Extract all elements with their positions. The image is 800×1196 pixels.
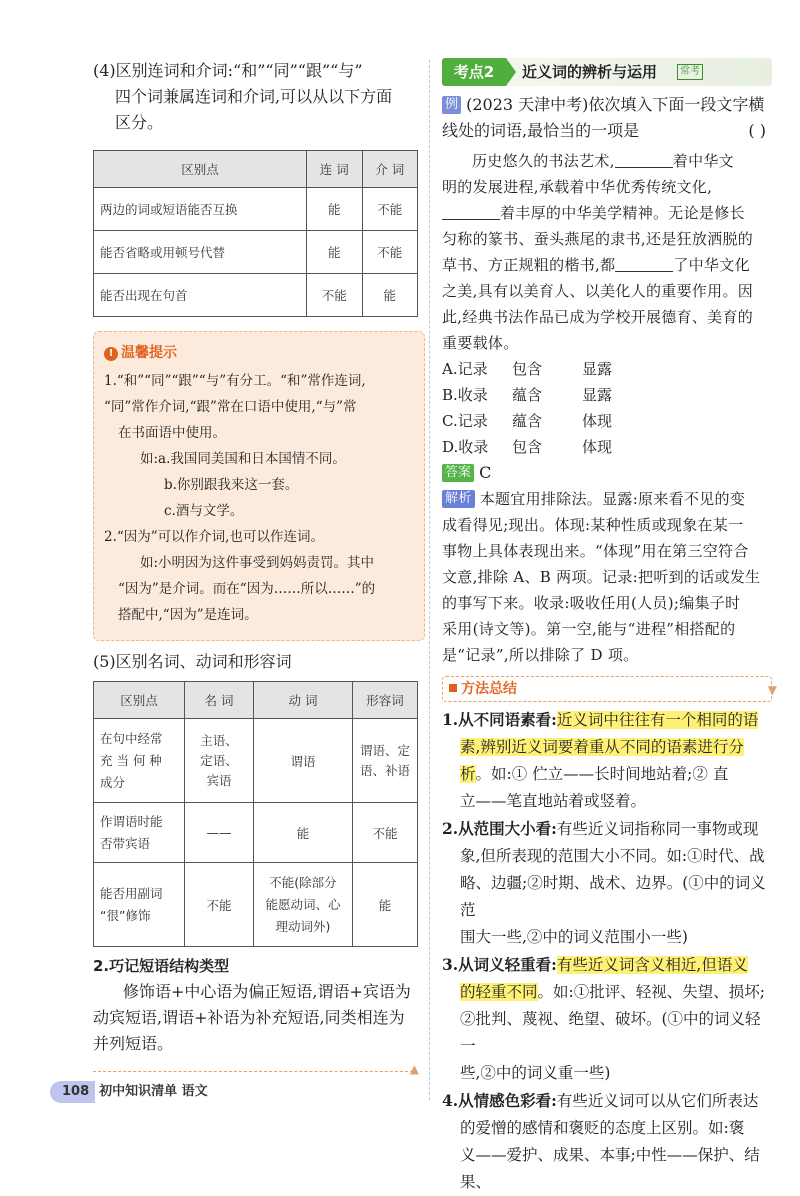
options-list [442, 356, 772, 460]
highlight-text: 素,辨别近义词要着重从不同的语素进行分 [460, 738, 744, 756]
blank-1 [615, 153, 673, 168]
analysis-line: 事物上具体表现出来。“体现”用在第三空符合 [442, 542, 749, 560]
sec4-title-line2: 四个词兼属连词和介词,可以从以下方面 [115, 87, 393, 106]
passage-text: 历史悠久的书法艺术, [472, 152, 615, 170]
page-number: 108 [50, 1081, 95, 1103]
analysis-line: 文意,排除 A、B 两项。记录:把听到的话或发生 [442, 568, 761, 586]
analysis-line [442, 486, 772, 512]
table-header: 动 词 [254, 682, 353, 719]
sec2-line: 动宾短语,谓语+补语为补充短语,同类相连为 [93, 1008, 405, 1027]
right-column [442, 58, 777, 1196]
method-line: 立——笔直地站着或竖着。 [460, 792, 647, 810]
method-item [442, 1087, 772, 1115]
tip-line: 在书面语中使用。 [118, 425, 226, 441]
method-head: 2.从范围大小看: [442, 819, 557, 838]
question-text: 线处的词语,最恰当的一项是 [442, 121, 640, 140]
table-cell [254, 863, 353, 947]
method-line [442, 979, 772, 1006]
method-line: 义——爱护、成果、本事;中性——保护、结果、 [460, 1146, 760, 1191]
method-head: 3.从词义轻重看: [442, 955, 557, 974]
method-text: 有些近义词指称同一事物或现 [556, 820, 759, 838]
question-line: (2023 天津中考)依次填入下面一段文字横 [466, 95, 765, 114]
analysis-line: 采用(诗文等)。第一空,能与“进程”相搭配的 [442, 620, 736, 638]
exclamation-icon: ! [104, 347, 118, 361]
method-line [442, 734, 772, 761]
analysis-line: 的事写下来。收录:吸收任用(人员);编集子时 [442, 594, 741, 612]
blank-2 [442, 205, 500, 220]
kaodian-badge: 考点2 [442, 58, 506, 86]
tip-line: 如:小明因为这件事受到妈妈责罚。其中 [140, 555, 375, 571]
option-cell: B.收录 [442, 386, 488, 404]
kaodian-header [442, 58, 772, 86]
table-row [94, 231, 418, 274]
option-cell: 蕴含 [512, 386, 543, 404]
column-divider [429, 60, 430, 1100]
cell-line: 成分 [100, 774, 126, 790]
table-header-row [94, 682, 418, 719]
analysis-text: 本题宜用排除法。显露:原来看不见的变 [479, 490, 746, 508]
tip-title [104, 342, 414, 362]
table-cell: 能否出现在句首 [94, 274, 307, 317]
passage-line: 匀称的篆书、蚕头燕尾的隶书,还是狂放洒脱的 [442, 230, 754, 248]
cell-line: 定语、 [200, 752, 238, 768]
passage-line: 此,经典书法作品已成为学校开展德育、美育的 [442, 308, 754, 326]
method-item [442, 951, 772, 979]
method-item [442, 706, 772, 734]
cell-line: 谓语、定 [359, 742, 410, 758]
method-line [442, 761, 772, 788]
table-cell: 不能 [362, 231, 418, 274]
tip-title-text: 温馨提示 [121, 345, 177, 361]
tip-line: “因为”是介词。而在“因为……所以……”的 [118, 581, 376, 597]
cell-line: 主语、 [200, 732, 238, 748]
answer-value: C [479, 463, 492, 482]
table-cell [94, 719, 185, 803]
question-line2 [442, 118, 772, 144]
table-row [94, 863, 418, 947]
table-cell [185, 719, 254, 803]
option-cell: 体现 [582, 412, 613, 430]
answer-paren: ( ) [748, 121, 766, 140]
passage-line: 重要载体。 [442, 334, 519, 352]
passage-text: 着丰厚的中华美学精神。无论是修长 [500, 204, 745, 222]
conj-prep-table [93, 150, 418, 317]
arrow-down-icon: ▼ [767, 683, 777, 697]
cell-line: 不能(除部分 [269, 874, 337, 890]
passage-text: 着中华文 [672, 152, 734, 170]
table-cell: 不能 [362, 188, 418, 231]
pos-table [93, 681, 418, 947]
cell-line: 理动词外) [275, 918, 331, 934]
table-cell [353, 719, 418, 803]
table-row [94, 274, 418, 317]
analysis-label: 解析 [442, 490, 475, 508]
method-line: 的爱憎的感情和褒贬的态度上区别。如:褒 [460, 1119, 745, 1137]
cell-line: 宾语 [206, 772, 232, 788]
example-label: 例 [442, 96, 461, 114]
option-row [442, 356, 772, 382]
tip-line: 搭配中,“因为”是连词。 [118, 607, 258, 623]
passage-text: 了中华文化 [673, 256, 750, 274]
method-summary-header [442, 676, 777, 702]
option-cell: A.记录 [442, 360, 488, 378]
table-header-row [94, 151, 418, 188]
table-header: 介 词 [362, 151, 418, 188]
table-cell: 能 [307, 231, 363, 274]
cell-line: 充 当 何 种 [100, 752, 162, 768]
highlight-text: 析 [460, 765, 476, 783]
method-title [449, 679, 517, 699]
sec2-title: 2.巧记短语结构类型 [93, 957, 230, 975]
square-bullet-icon [449, 684, 457, 692]
table-cell [94, 863, 185, 947]
table-header: 区别点 [94, 151, 307, 188]
table-header: 连 词 [307, 151, 363, 188]
method-head: 4.从情感色彩看: [442, 1091, 557, 1110]
option-cell: 蕴含 [512, 412, 543, 430]
analysis-line: 是“记录”,所以排除了 D 项。 [442, 646, 639, 664]
section-divider [93, 1062, 419, 1076]
table-cell: 谓语 [254, 719, 353, 803]
tip-line: 如:a.我国同美国和日本国情不同。 [140, 451, 346, 467]
tip-line: 2.“因为”可以作介词,也可以作连词。 [104, 529, 324, 545]
table-cell [94, 803, 185, 863]
method-text: 。如:① 伫立——长时间地站着;② 直 [475, 765, 729, 783]
book-title: 初中知识清单 语文 [99, 1084, 208, 1099]
tip-line: c.酒与文学。 [164, 503, 244, 519]
method-text: 有些近义词可以从它们所表达 [556, 1092, 759, 1110]
table-cell: 能否省略或用顿号代替 [94, 231, 307, 274]
arrow-up-icon: ▲ [409, 1062, 419, 1076]
sec4-title-line3: 区分。 [115, 113, 164, 132]
method-list [442, 706, 772, 1196]
table-cell: 两边的词或短语能否互换 [94, 188, 307, 231]
table-cell: 不能 [307, 274, 363, 317]
passage-line [442, 252, 772, 278]
kaodian-title: 近义词的辨析与运用 [522, 63, 658, 81]
tip-line: b.你别跟我来这一套。 [164, 477, 299, 493]
highlight-text: 有些近义词含义相近,但语义 [556, 956, 748, 974]
option-cell: 体现 [582, 438, 613, 456]
tip-line: 1.“和”“同”“跟”“与”有分工。“和”常作连词, [104, 373, 366, 389]
table-row [94, 803, 418, 863]
answer-line [442, 460, 772, 486]
table-cell: 能 [353, 863, 418, 947]
table-cell: 能 [362, 274, 418, 317]
passage-line: 之美,具有以美育人、以美化人的重要作用。因 [442, 282, 754, 300]
frequency-tag: 常考 [677, 64, 703, 80]
tip-line: “同”常作介词,“跟”常在口语中使用,“与”常 [104, 399, 357, 415]
method-head: 1.从不同语素看: [442, 710, 557, 729]
table-header: 区别点 [94, 682, 185, 719]
cell-line: 语、补语 [359, 762, 410, 778]
sec2-line: 修饰语+中心语为偏正短语,谓语+宾语为 [123, 982, 411, 1001]
cell-line: 否带宾语 [100, 835, 151, 851]
left-column [93, 58, 423, 1076]
tip-box [93, 331, 425, 641]
cell-line: 在句中经常 [100, 730, 163, 746]
page-footer [50, 1080, 208, 1102]
table-header: 名 词 [185, 682, 254, 719]
cell-line: “很”修饰 [100, 907, 151, 923]
table-cell: 不能 [185, 863, 254, 947]
passage-text: 草书、方正规粗的楷书,都 [442, 256, 616, 274]
answer-label: 答案 [442, 464, 474, 482]
passage-line [442, 200, 772, 226]
cell-line: 能否用副词 [100, 885, 163, 901]
table-cell: 能 [254, 803, 353, 863]
option-row [442, 434, 772, 460]
table-row [94, 719, 418, 803]
option-cell: 显露 [582, 360, 613, 378]
sec5-title: (5)区别名词、动词和形容词 [93, 652, 292, 671]
cell-line: 能愿动词、心 [265, 896, 341, 912]
option-cell: 显露 [582, 386, 613, 404]
option-row [442, 408, 772, 434]
passage-line: 明的发展进程,承载着中华优秀传统文化, [442, 178, 713, 196]
option-cell: 包含 [512, 360, 543, 378]
method-item [442, 815, 772, 843]
option-row [442, 382, 772, 408]
passage-line [442, 148, 772, 174]
table-header: 形容词 [353, 682, 418, 719]
method-line: 略、边疆;②时期、战术、边界。(①中的词义范 [460, 874, 766, 919]
highlight-text: 近义词中往往有一个相同的语 [556, 711, 759, 729]
method-line: 围大一些,②中的词义范围小一些) [460, 928, 688, 946]
example-question [442, 92, 772, 118]
method-line: ②批判、蔑视、绝望、破坏。(①中的词义轻一 [460, 1010, 761, 1055]
blank-3 [615, 257, 673, 272]
analysis-line: 成看得见;现出。体现:某种性质或现象在某一 [442, 516, 744, 534]
table-row [94, 188, 418, 231]
cell-line: 作谓语时能 [100, 813, 163, 829]
method-line: 象,但所表现的范围大小不同。如:①时代、战 [460, 847, 765, 865]
table-cell: 能 [307, 188, 363, 231]
method-text: 。如:①批评、轻视、失望、损坏; [537, 983, 765, 1001]
sec4-title-line1: (4)区别连词和介词:“和”“同”“跟”“与” [93, 61, 363, 80]
method-line: 些,②中的词义重一些) [460, 1064, 611, 1082]
table-cell: 不能 [353, 803, 418, 863]
option-cell: 包含 [512, 438, 543, 456]
highlight-text: 的轻重不同 [460, 983, 538, 1001]
option-cell: C.记录 [442, 412, 488, 430]
sec2-line: 并列短语。 [93, 1034, 174, 1053]
table-cell: —— [185, 803, 254, 863]
method-title-text: 方法总结 [461, 681, 517, 697]
option-cell: D.收录 [442, 438, 489, 456]
